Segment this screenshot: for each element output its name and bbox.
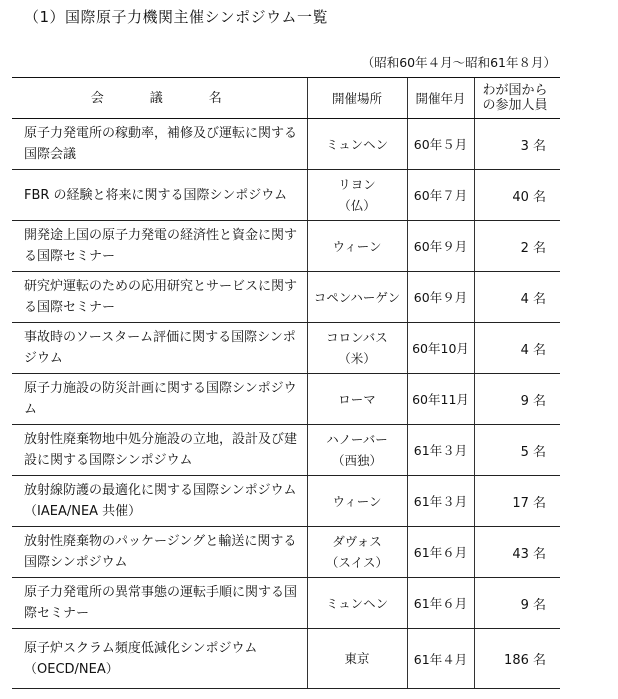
venue-country: （スイス） (325, 555, 389, 570)
participant-count: 2 名 (474, 221, 560, 272)
conference-name: 原子力施設の防災計画に関する国際シンポジウム (12, 374, 307, 425)
table-row (12, 476, 560, 527)
participant-count: 3 名 (474, 119, 560, 170)
conference-name: 放射性廃棄物地中処分施設の立地，設計及び建設に関する国際シンポジウム (12, 425, 307, 476)
column-header-name: 会議名 (12, 78, 307, 119)
venue-country: （仏） (338, 198, 376, 213)
participant-count: 17 名 (474, 476, 560, 527)
held-date: 60年９月 (407, 272, 474, 323)
held-date: 61年６月 (407, 527, 474, 578)
venue (307, 323, 407, 374)
participant-count: 4 名 (474, 323, 560, 374)
table-row (12, 272, 560, 323)
held-date: 60年７月 (407, 170, 474, 221)
table-row (12, 170, 560, 221)
venue (307, 476, 407, 527)
table-row (12, 119, 560, 170)
conference-name: 放射性廃棄物のパッケージングと輸送に関する国際シンポジウム (12, 527, 307, 578)
participant-count: 43 名 (474, 527, 560, 578)
venue (307, 374, 407, 425)
table-row (12, 221, 560, 272)
participant-count: 9 名 (474, 578, 560, 629)
held-date: 61年３月 (407, 476, 474, 527)
venue (307, 578, 407, 629)
conference-name: 放射線防護の最適化に関する国際シンポジウム（IAEA/NEA 共催） (12, 476, 307, 527)
venue (307, 272, 407, 323)
venue-city: コペンハーゲン (313, 289, 401, 305)
held-date: 60年11月 (407, 374, 474, 425)
venue-city: ミュンヘン (325, 136, 389, 152)
venue-city: 東京 (344, 651, 370, 666)
held-date: 60年５月 (407, 119, 474, 170)
venue (307, 527, 407, 578)
column-header-count-line1: わが国から (482, 83, 548, 98)
column-header-count (474, 78, 560, 119)
venue-city: ミュンヘン (325, 595, 389, 611)
column-header-count-line2: の参加人員 (482, 98, 548, 113)
participant-count: 9 名 (474, 374, 560, 425)
venue-city: ダヴォス (332, 534, 382, 549)
period-note: （昭和60年４月〜昭和61年８月） (361, 55, 556, 70)
table-row (12, 629, 560, 689)
venue (307, 119, 407, 170)
held-date: 61年６月 (407, 578, 474, 629)
conference-name: 原子炉スクラム頻度低減化シンポジウム（OECD/NEA） (12, 629, 307, 689)
held-date: 61年４月 (407, 629, 474, 689)
table-row (12, 425, 560, 476)
venue-city: ウィーン (332, 493, 382, 509)
venue-country: （西独） (331, 453, 382, 468)
column-header-place: 開催場所 (307, 78, 407, 119)
table-row (12, 374, 560, 425)
venue (307, 170, 407, 221)
participant-count: 4 名 (474, 272, 560, 323)
table-row (12, 578, 560, 629)
conference-name: 原子力発電所の異常事態の運転手順に関する国際セミナー (12, 578, 307, 629)
participant-count: 186 名 (474, 629, 560, 689)
conference-name: 研究炉運転のための応用研究とサービスに関する国際セミナー (12, 272, 307, 323)
page-heading: （1）国際原子力機関主催シンポジウム一覧 (24, 8, 329, 26)
symposium-table (12, 77, 560, 689)
participant-count: 5 名 (474, 425, 560, 476)
conference-name: 原子力発電所の稼動率，補修及び運転に関する国際会議 (12, 119, 307, 170)
venue (307, 425, 407, 476)
held-date: 60年10月 (407, 323, 474, 374)
venue-city: コロンバス (326, 330, 388, 345)
venue-city: ローマ (338, 391, 376, 407)
conference-name: 事故時のソースターム評価に関する国際シンポジウム (12, 323, 307, 374)
conference-name: 開発途上国の原子力発電の経済性と資金に関する国際セミナー (12, 221, 307, 272)
participant-count: 40 名 (474, 170, 560, 221)
venue-city: リヨン (338, 177, 376, 192)
venue (307, 221, 407, 272)
venue-city: ハノーバー (326, 432, 388, 447)
venue-city: ウィーン (332, 238, 382, 254)
column-header-date: 開催年月 (407, 78, 474, 119)
table-row (12, 527, 560, 578)
held-date: 60年９月 (407, 221, 474, 272)
table-header-row (12, 78, 560, 119)
venue-country: （米） (338, 351, 376, 366)
table-row (12, 323, 560, 374)
venue (307, 629, 407, 689)
conference-name: FBR の経験と将来に関する国際シンポジウム (12, 170, 307, 221)
held-date: 61年３月 (407, 425, 474, 476)
